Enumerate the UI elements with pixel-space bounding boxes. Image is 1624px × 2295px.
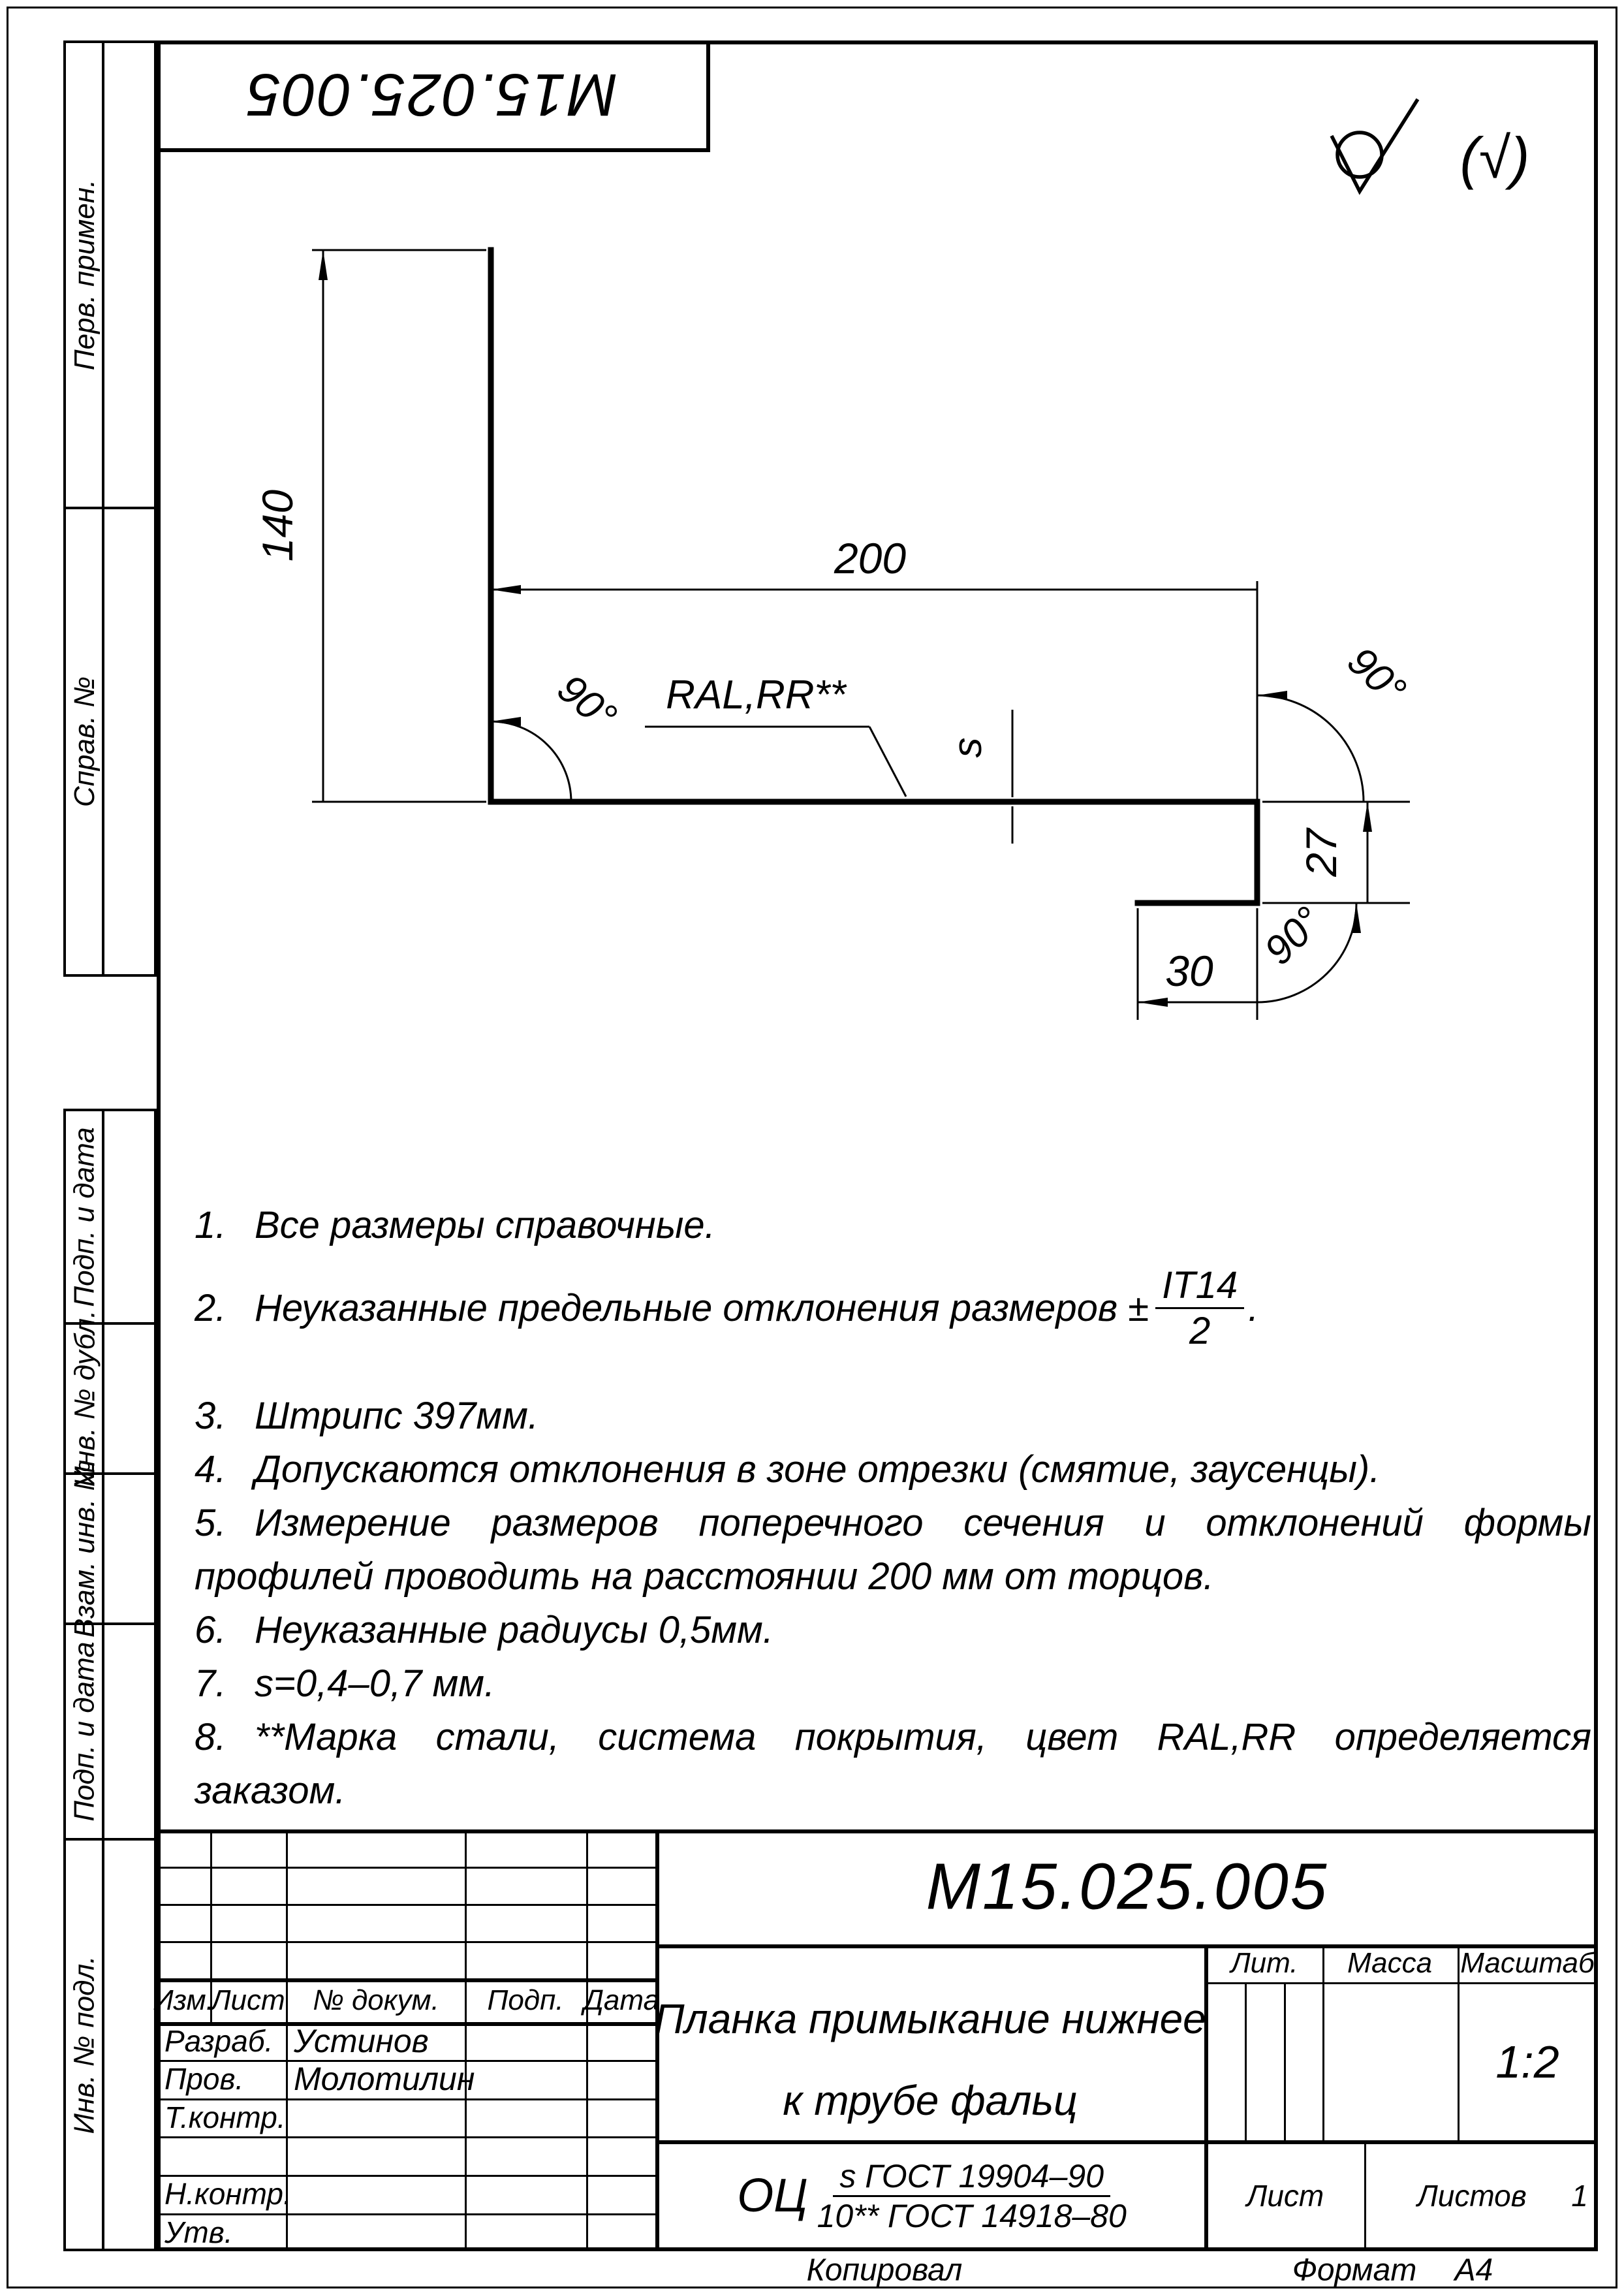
note-tail: . (1248, 1286, 1259, 1329)
coating-leader (645, 727, 906, 797)
col-massa: Масса (1347, 1947, 1433, 1979)
note-text: Неуказанные предельные отклонения размеров ± (255, 1286, 1149, 1329)
angle-left-arc (491, 721, 571, 802)
angle-right-arc (1257, 695, 1364, 802)
sheets-value: 1 (1571, 2179, 1588, 2213)
note-number: 3. (195, 1395, 226, 1437)
note-5-continuation: профилей проводить на расстоянии 200 мм от торцов. (195, 1555, 1214, 1598)
note-number: 2. (195, 1286, 226, 1329)
margin-label: Инв. № подл. (69, 1955, 101, 2134)
part-name-line1: Планка примыкание нижнее (654, 1995, 1206, 2042)
margin-label: Подп. и дата (69, 1126, 101, 1307)
fraction-denominator: 2 (1189, 1309, 1211, 1352)
format-label: Формат (1292, 2253, 1417, 2288)
note-text: Штрипс 397мм. (255, 1395, 539, 1437)
row-razrab-name: Устинов (294, 2023, 429, 2059)
note-text: **Марка стали, система покрытия, цвет RAL,RR определяется (255, 1716, 1591, 1758)
row-razrab-label: Разраб. (164, 2024, 273, 2058)
row-prov-label: Пров. (164, 2062, 244, 2096)
margin-label: Взам. инв. № (69, 1459, 101, 1638)
sheet-label: Лист (1246, 2179, 1324, 2213)
format-value: А4 (1454, 2253, 1493, 2288)
note-text: Измерение размеров поперечного сечения и отклонений формы (255, 1502, 1591, 1544)
material-prefix: ОЦ (737, 2170, 808, 2222)
margin-label: Справ. № (69, 676, 101, 807)
col-podp: Подп. (487, 1984, 564, 2016)
note-number: 4. (195, 1448, 226, 1491)
margin-label: Перв. примен. (69, 179, 101, 371)
note-text: Все размеры справочные. (255, 1204, 715, 1246)
col-dokum: № докум. (313, 1984, 439, 2016)
coating-label: RAL,RR** (666, 673, 846, 718)
note-number: 5. (195, 1502, 226, 1544)
note-number: 8. (195, 1716, 226, 1758)
row-prov-name: Молотилин (294, 2061, 475, 2097)
scale-value: 1:2 (1495, 2036, 1559, 2087)
row-tkontr-label: Т.контр. (164, 2100, 286, 2134)
margin-label: Инв. № дубл. (69, 1310, 101, 1487)
sheets-label: Листов (1417, 2179, 1527, 2213)
part-name-line2: к трубе фальц (783, 2077, 1078, 2124)
note-text: Допускаются отклонения в зоне отрезки (смятие, заусенцы). (255, 1448, 1381, 1491)
surface-finish-rest-note: (√) (1460, 125, 1530, 190)
note-number: 6. (195, 1609, 226, 1651)
dim-140 (312, 250, 486, 802)
row-utv-label: Утв. (164, 2215, 233, 2249)
dim-27-text: 27 (1297, 829, 1345, 877)
col-masshtab: Масштаб (1460, 1947, 1595, 1979)
note-text: s=0,4–0,7 мм. (255, 1662, 495, 1705)
material-gost-bottom: 10** ГОСТ 14918–80 (817, 2197, 1127, 2234)
col-list: Лист (211, 1984, 285, 2016)
note-text: Неуказанные радиусы 0,5мм. (255, 1609, 773, 1651)
col-lit: Лит. (1230, 1947, 1298, 1979)
thickness-text: s (945, 737, 990, 758)
material-gost-top: s ГОСТ 19904–90 (833, 2157, 1110, 2197)
docnum-rotated: M15.025.005 (245, 61, 618, 128)
dim-140-text: 140 (253, 489, 302, 562)
surface-finish-icon (1332, 99, 1418, 191)
titleblock-doc-number: M15.025.005 (926, 1850, 1329, 1923)
dim-30-text: 30 (1165, 947, 1213, 995)
col-izm: Изм. (153, 1984, 214, 2016)
angle-hook-text: 90° (1255, 898, 1332, 974)
dim-200-text: 200 (834, 534, 907, 582)
fraction-numerator: IT14 (1155, 1263, 1244, 1309)
angle-right-text: 90° (1339, 638, 1414, 714)
row-nkontr-label: Н.контр. (164, 2177, 292, 2211)
kopiroval-label: Копировал (806, 2253, 963, 2288)
note-number: 1. (195, 1204, 226, 1246)
margin-label: Подп. и дата (69, 1641, 101, 1822)
note-number: 7. (195, 1662, 226, 1705)
col-data: Дата (583, 1984, 660, 2016)
note-8-continuation: заказом. (195, 1769, 346, 1812)
angle-left-text: 90° (549, 665, 625, 740)
